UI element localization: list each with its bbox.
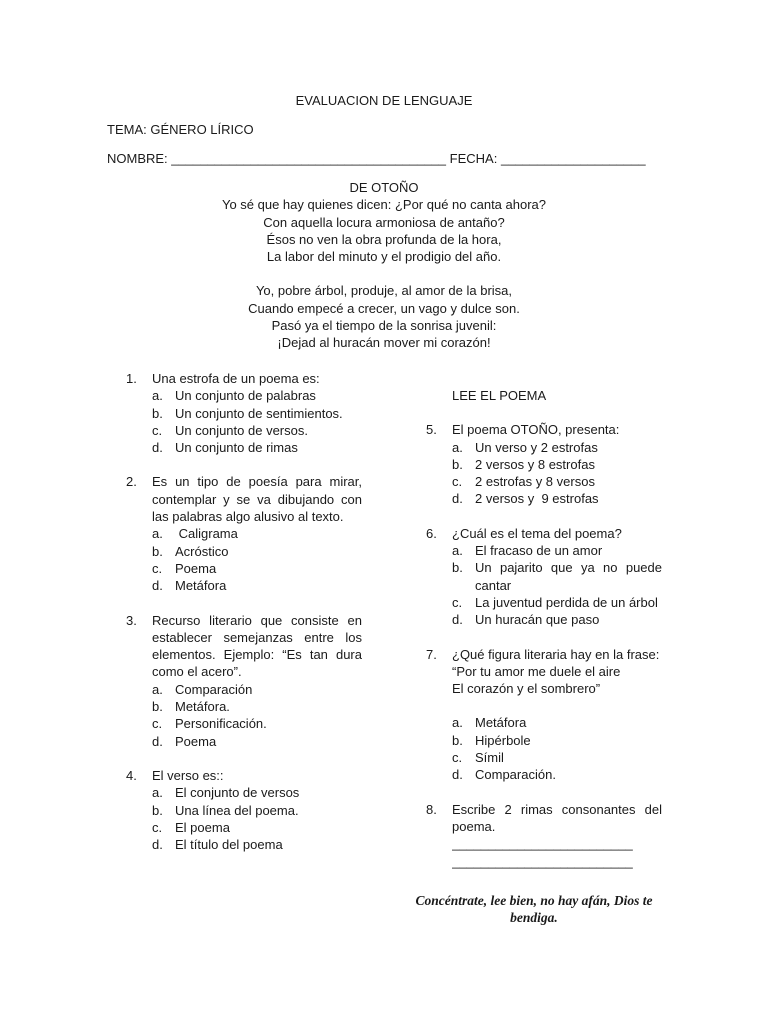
- option-d[interactable]: [126, 836, 362, 853]
- option-text: El título del poema: [175, 837, 283, 853]
- question-stem: Escribe 2 rimas consonantes del poema.: [452, 801, 662, 834]
- question-number: 2.: [126, 474, 137, 490]
- option-letter: a.: [152, 388, 163, 404]
- date-label: FECHA:: [449, 151, 498, 166]
- poem-verse: Cuando empecé a crecer, un vago y dulce son.: [248, 300, 520, 316]
- answer-blank-1[interactable]: _________________________: [452, 836, 633, 852]
- quote-line: El corazón y el sombrero”: [452, 681, 601, 697]
- option-text: La juventud perdida de un árbol: [475, 594, 658, 610]
- question-stem: Es un tipo de poesía para mirar, contemplar y se va dibujando con las palabras algo alusivo al texto.: [152, 474, 362, 525]
- option-letter: a.: [452, 439, 463, 455]
- question-number: 5.: [426, 422, 437, 438]
- option-text: Un conjunto de palabras: [175, 388, 316, 404]
- option-text: El conjunto de versos: [175, 785, 300, 801]
- poem-stanza-1: [0, 196, 768, 265]
- question-stem: Una estrofa de un poema es:: [152, 371, 320, 386]
- question-stem: El verso es::: [152, 767, 224, 783]
- option-text: 2 estrofas y 8 versos: [475, 474, 595, 490]
- option-text: Hipérbole: [475, 732, 531, 748]
- option-text: El poema: [175, 819, 230, 835]
- option-text: Una línea del poema.: [175, 802, 299, 818]
- option-text: El fracaso de un amor: [475, 543, 603, 559]
- question-6: [426, 525, 662, 629]
- option-letter: c.: [152, 716, 163, 732]
- option-letter: d.: [452, 612, 463, 628]
- option-text: Un pajarito que ya no puede cantar: [475, 560, 662, 593]
- option-a[interactable]: [126, 525, 362, 542]
- option-text: 2 versos y 8 estrofas: [475, 456, 595, 472]
- poem-stanza-2: [0, 282, 768, 351]
- option-letter: a.: [152, 681, 163, 697]
- option-a[interactable]: [426, 542, 662, 559]
- option-letter: c.: [152, 422, 163, 438]
- option-d[interactable]: [426, 490, 662, 507]
- option-a[interactable]: [126, 387, 362, 404]
- option-letter: b.: [152, 802, 163, 818]
- question-number: 6.: [426, 525, 437, 541]
- question-5: [426, 421, 662, 507]
- option-letter: a.: [452, 715, 463, 731]
- option-a[interactable]: [126, 784, 362, 801]
- option-d[interactable]: [126, 733, 362, 750]
- option-letter: d.: [152, 733, 163, 749]
- option-letter: b.: [152, 543, 163, 559]
- poem-verse: ¡Dejad al huracán mover mi corazón!: [277, 335, 491, 351]
- option-letter: c.: [452, 750, 463, 766]
- question-8: [426, 801, 662, 870]
- option-b[interactable]: [126, 405, 362, 422]
- option-letter: d.: [152, 837, 163, 853]
- option-text: Un conjunto de versos.: [175, 422, 308, 438]
- option-b[interactable]: [126, 698, 362, 715]
- option-text: Poema: [175, 560, 217, 576]
- questions-right-column: [426, 387, 662, 887]
- poem-verse: Ésos no ven la obra profunda de la hora,: [266, 231, 502, 247]
- name-label: NOMBRE:: [107, 151, 168, 166]
- question-number: 1.: [126, 371, 137, 386]
- question-stem: ¿Cuál es el tema del poema?: [452, 525, 622, 541]
- question-stem: Recurso literario que consiste en establecer semejanzas entre los elementos. Ejemplo: “Es tan dura como el acero”.: [152, 612, 362, 680]
- answer-blank-2[interactable]: _________________________: [452, 853, 633, 869]
- option-text: Metáfora.: [175, 699, 230, 715]
- spacer: [426, 697, 662, 714]
- option-text: Comparación: [175, 681, 253, 697]
- option-letter: c.: [452, 594, 463, 610]
- option-text: Personificación.: [175, 716, 267, 732]
- option-text: Metáfora: [475, 715, 527, 731]
- option-text: Un conjunto de sentimientos.: [175, 405, 343, 421]
- option-text: Un conjunto de rimas: [175, 440, 298, 456]
- option-letter: a.: [152, 526, 163, 542]
- poem-title: DE OTOÑO: [349, 180, 419, 195]
- option-a[interactable]: [126, 681, 362, 698]
- option-letter: b.: [452, 560, 463, 576]
- option-text: Poema: [175, 733, 217, 749]
- option-letter: c.: [152, 819, 163, 835]
- poem-verse: Yo, pobre árbol, produje, al amor de la brisa,: [255, 283, 513, 299]
- question-stem: El poema OTOÑO, presenta:: [452, 422, 620, 438]
- option-letter: d.: [452, 491, 463, 507]
- question-number: 8.: [426, 801, 437, 817]
- question-2: [126, 473, 362, 594]
- quote-line: “Por tu amor me duele el aire: [452, 663, 621, 679]
- option-b[interactable]: [426, 732, 662, 749]
- poem-verse: Con aquella locura armoniosa de antaño?: [263, 214, 505, 230]
- page-title: EVALUACION DE LENGUAJE: [295, 93, 473, 108]
- option-letter: c.: [452, 474, 463, 490]
- option-d[interactable]: [426, 611, 662, 628]
- question-stem: ¿Qué figura literaria hay en la frase:: [452, 646, 660, 662]
- name-blank[interactable]: ______________________________________: [171, 151, 447, 166]
- option-letter: a.: [452, 543, 463, 559]
- option-a[interactable]: [426, 714, 662, 731]
- option-text: Comparación.: [475, 767, 556, 783]
- option-text: Un huracán que paso: [475, 612, 600, 628]
- question-1: [126, 370, 362, 456]
- read-poem-instruction: LEE EL POEMA: [452, 388, 547, 403]
- question-3: [126, 612, 362, 750]
- poem-verse: La labor del minuto y el prodigio del año.: [266, 249, 502, 265]
- question-number: 3.: [126, 612, 137, 628]
- option-b[interactable]: [426, 456, 662, 473]
- option-letter: b.: [152, 699, 163, 715]
- option-text: Un verso y 2 estrofas: [475, 439, 598, 455]
- option-letter: b.: [452, 732, 463, 748]
- option-letter: d.: [152, 578, 163, 594]
- question-number: 7.: [426, 646, 437, 662]
- poem-verse: Yo sé que hay quienes dicen: ¿Por qué no canta ahora?: [221, 197, 547, 213]
- option-a[interactable]: [426, 439, 662, 456]
- option-d[interactable]: [126, 577, 362, 594]
- option-c[interactable]: [426, 594, 662, 611]
- option-letter: d.: [452, 767, 463, 783]
- option-letter: b.: [452, 456, 463, 472]
- option-d[interactable]: [126, 439, 362, 456]
- option-b[interactable]: [126, 802, 362, 819]
- questions-left-column: [126, 370, 362, 870]
- option-c[interactable]: [126, 422, 362, 439]
- option-c[interactable]: [126, 715, 362, 732]
- option-text: Caligrama: [175, 526, 238, 542]
- poem: [0, 179, 768, 369]
- name-date-line: [107, 150, 646, 167]
- option-text: Acróstico: [175, 543, 229, 559]
- poem-verse: Pasó ya el tiempo de la sonrisa juvenil:: [271, 318, 497, 334]
- option-c[interactable]: [426, 749, 662, 766]
- option-text: 2 versos y 9 estrofas: [475, 491, 599, 507]
- option-letter: c.: [152, 560, 163, 576]
- option-d[interactable]: [426, 766, 662, 783]
- question-7: [426, 646, 662, 784]
- option-letter: d.: [152, 440, 163, 456]
- topic-line: TEMA: GÉNERO LÍRICO: [107, 122, 254, 137]
- option-text: Símil: [475, 750, 504, 766]
- option-c[interactable]: [126, 560, 362, 577]
- question-number: 4.: [126, 767, 137, 783]
- option-c[interactable]: [126, 819, 362, 836]
- option-letter: b.: [152, 405, 163, 421]
- closing-message: Concéntrate, lee bien, no hay afán, Dios te bendiga.: [415, 893, 653, 925]
- date-blank[interactable]: ____________________: [500, 151, 646, 166]
- question-4: [126, 767, 362, 853]
- option-text: Metáfora: [175, 578, 227, 594]
- option-b[interactable]: [126, 543, 362, 560]
- option-b[interactable]: [426, 559, 662, 594]
- option-c[interactable]: [426, 473, 662, 490]
- option-letter: a.: [152, 785, 163, 801]
